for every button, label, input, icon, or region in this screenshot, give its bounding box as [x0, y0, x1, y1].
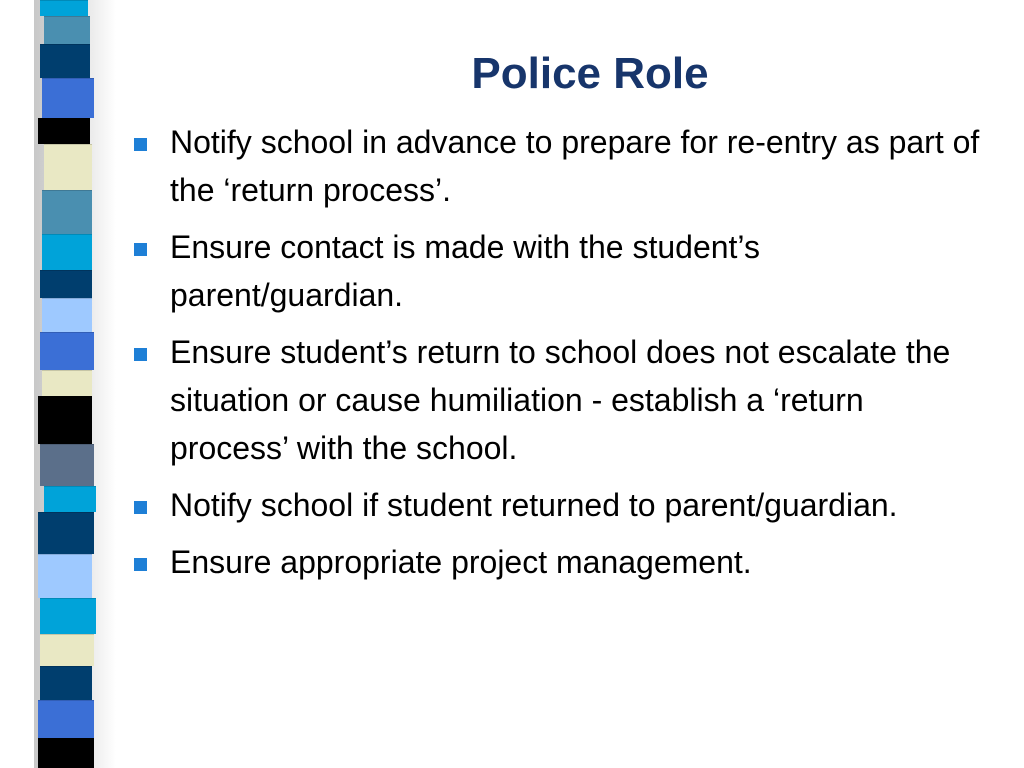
- square-bullet-icon: [134, 558, 147, 571]
- bullet-text: Ensure contact is made with the student’s parent/guardian.: [170, 229, 760, 313]
- stripe-segment: [38, 396, 92, 444]
- stripe-segment: [42, 190, 92, 234]
- bullet-list: [128, 118, 988, 595]
- stripe-segment: [42, 234, 92, 270]
- bullet-item: [128, 118, 988, 214]
- stripe-segment: [40, 666, 92, 700]
- stripe-segment: [42, 78, 94, 118]
- stripe-segment: [40, 270, 92, 298]
- bullet-text: Notify school in advance to prepare for re-entry as part of the ‘return process’.: [170, 124, 980, 208]
- bullet-item: [128, 223, 988, 319]
- stripe-segment: [44, 144, 92, 190]
- stripe-segment: [38, 118, 90, 144]
- stripe-segment: [44, 16, 90, 44]
- bullet-item: [128, 538, 988, 586]
- slide-title: Police Role: [471, 49, 709, 98]
- bullet-item: [128, 481, 988, 529]
- stripe-segment: [38, 512, 94, 554]
- stripe-segment: [40, 634, 94, 666]
- square-bullet-icon: [134, 243, 147, 256]
- stripe-segment: [42, 298, 92, 332]
- bullet-text: Ensure student’s return to school does not escalate the situation or cause humiliation - establish a ‘return process’ with the school.: [170, 334, 951, 466]
- square-bullet-icon: [134, 501, 147, 514]
- decorative-stripe: [0, 0, 100, 768]
- stripe-segment: [38, 554, 92, 598]
- bullet-text: Notify school if student returned to parent/guardian.: [170, 487, 898, 523]
- square-bullet-icon: [134, 348, 147, 361]
- stripe-segment: [38, 738, 94, 768]
- bullet-text: Ensure appropriate project management.: [170, 544, 752, 580]
- stripe-segment: [44, 486, 96, 512]
- stripe-segment: [38, 700, 94, 738]
- bullet-item: [128, 328, 988, 472]
- stripe-segment: [40, 444, 94, 486]
- stripe-segment: [40, 44, 90, 78]
- square-bullet-icon: [134, 138, 147, 151]
- stripe-segment: [40, 332, 94, 370]
- stripe-segment: [40, 0, 88, 16]
- stripe-segment: [42, 370, 92, 396]
- stripe-segment: [40, 598, 96, 634]
